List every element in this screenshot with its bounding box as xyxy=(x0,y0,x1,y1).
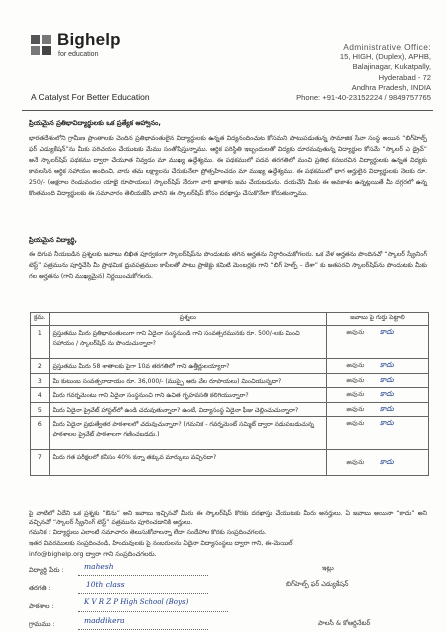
email-note: info@bighelp.org ద్వారా గాని సంప్రదించగలరు. xyxy=(29,550,157,558)
brand-name: Bighelp xyxy=(57,30,121,49)
answer-cell xyxy=(327,373,429,388)
row-question: ప్రస్తుతము మీరు ప్రతిభావంతులుగా గాని ఏదైనా సంస్థనుండి గాని సంవత్సరమునకు రూ. 500/-లకు మించి సహాయం / స్కాలర్‌షిప్ ను పొందుచున్నారా? xyxy=(49,326,326,359)
table-row xyxy=(31,373,429,388)
village-value[interactable]: maddikera xyxy=(84,616,125,625)
table-row xyxy=(31,402,429,417)
tagline: A Catalyst For Better Education xyxy=(31,92,150,102)
row-number: 6 xyxy=(31,417,50,450)
row-number: 2 xyxy=(31,359,50,374)
answer-no-marked[interactable]: కాదు xyxy=(379,360,394,369)
village-line xyxy=(78,629,208,630)
answer-yes-option[interactable]: అవును xyxy=(346,391,364,399)
answer-yes-option[interactable]: అవును xyxy=(346,420,364,428)
row-number: 7 xyxy=(31,450,50,476)
village-label: గ్రామము : xyxy=(29,620,55,628)
class-label: తరగతి : xyxy=(29,584,51,592)
eligibility-note: పై వాటిలో ఏదేని ఒక ప్రశ్నకు “ఔను” అని జవాబు ఇచ్చినచో మీరు ఈ స్కాలర్‌షిప్ కొరకు దరఖాస్తు చేయుటకు మీరు అనర్హులు. ఏ జవాబు అయినా “కాదు” అని వచ్చినచో “స్కాలర్ స్క్రీనింగ్ టెస్ట్” పత్రమును పూరించడానికి అర్హులు. xyxy=(29,510,427,527)
table-row xyxy=(31,417,429,450)
office-phone: Phone: +91-40-23152224 / 9849757765 xyxy=(296,93,431,103)
school-label: పాఠశాల : xyxy=(29,602,54,610)
row-number: 1 xyxy=(31,326,50,359)
details-note: ఇతర వివరములకు సంప్రదించండి, హిందువులకు పై నంబరులను ఏదైనా విద్యాసంస్థలు ద్వారా గాని, ఈ-మెయిల్ xyxy=(29,540,293,547)
row-question: మీరు గవర్నమెంటు గాని ఏదైనా సంస్థనుంచి గాని ఉచిత గృహవసతి కలిగియున్నారా? xyxy=(49,388,326,403)
student-salutation: ప్రియమైన విద్యార్థి, xyxy=(29,236,78,244)
answer-no-marked[interactable]: కాదు xyxy=(379,457,394,467)
student-name-label: విద్యార్థి పేరు : xyxy=(29,566,64,574)
table-header-row xyxy=(31,313,429,326)
brand-subtitle: for education xyxy=(58,51,99,58)
row-question: మీరు గత పరీక్షలలో కనీసం 40% కన్నా తక్కువ మార్కులు వచ్చినదా? xyxy=(49,450,326,476)
answer-cell xyxy=(327,402,429,417)
row-question: మీ కుటుంబ సంవత్సరాదాయం రూ. 36,000/- (ముప్పై ఆరు వేల రూపాయలు) మించియున్నదా? xyxy=(49,373,326,388)
answer-yes-option[interactable]: అవును xyxy=(346,376,364,384)
table-row xyxy=(31,388,429,403)
answer-no-marked[interactable]: కాదు xyxy=(379,327,394,336)
row-number: 3 xyxy=(31,373,50,388)
answer-yes-option[interactable]: అవును xyxy=(346,362,364,369)
column-header-answer: జవాబు పై గుర్తు పెట్టాలి xyxy=(327,313,429,326)
instructions-paragraph: ఈ దిగువ నీయబడిన ప్రశ్నలకు జవాబు లిఖిత పూర్వకంగా స్కాలర్‌షిప్‌ను పొందుటకు తగిన అర్హతను నిర్ధారించుకోగలరు. ఒక వేళ అర్హతను పొందినచో “స్కాలర్ స్క్రీనింగ్ టెస్ట్” పత్రమును పూర్తిచేసి మీ ప్రాథమిక ధ్రువపత్రముల కాపీలతో పాటు ప్రాజెక్టు కమిటి మెంబర్లకు గాని “బిగ్ హెల్ప్ – దేశా” కు జతపరచి స్కాలర్‌షిప్‌ను పొందుటకు మీకు గల అర్హతను (గాని ముఖ్యమైన) నిర్ణయించుకోగలరు. xyxy=(29,251,427,280)
column-header-number: క్రమ. xyxy=(31,313,50,326)
row-number: 4 xyxy=(31,388,50,403)
row-question: మీరు ఏదైనా ప్రభుత్వేతర పాఠశాలలో చదువుచున్నారా? (గమనిక - గవర్నమెంట్ సమ్మిట్ ద్వారా నడుపబడుచున్న పాఠశాలల ప్రైవేట్ పాఠశాలగా గణించబడదు.) xyxy=(49,417,326,450)
answer-yes-option[interactable]: అవును xyxy=(346,459,364,467)
sign-off: ఇట్లు xyxy=(322,564,334,572)
answer-cell xyxy=(327,359,429,374)
answer-no-marked[interactable]: కాదు xyxy=(379,374,394,384)
class-line xyxy=(78,593,208,594)
office-line: Andhra Pradesh, INDIA xyxy=(351,82,431,92)
office-line: Hyderabad - 72 xyxy=(378,72,431,82)
row-number: 5 xyxy=(31,402,50,417)
student-name-line xyxy=(78,575,208,576)
table-row xyxy=(31,359,429,374)
table-row xyxy=(31,326,429,359)
office-title: Administrative Office: xyxy=(343,42,431,52)
column-header-question: ప్రశ్నలు xyxy=(49,313,326,326)
header-divider xyxy=(22,110,433,111)
contact-note: గమనిక : విద్యార్థులు ఎలాంటి సమాచారం తెలుసుకోవాలన్నా లేదా సందేహాల కొరకు సంప్రదించగలరు. xyxy=(29,529,267,536)
answer-no-marked[interactable]: కాదు xyxy=(379,403,394,413)
school-line xyxy=(78,611,228,612)
answer-no-marked[interactable]: కాదు xyxy=(379,418,394,428)
bighelp-logo-icon xyxy=(30,34,52,56)
office-address xyxy=(296,42,431,103)
row-question: మీరు ఏదైనా ప్రైవేట్ హాస్టల్‌లో ఉండి చదువుతున్నారా? ఉంటే, విద్యాసంస్థ ఏదైనా ఫీజు చెల్లించుచున్నారా? xyxy=(49,402,326,417)
salutation: ప్రియమైన ప్రతిభావిద్యార్థులకు ఒక ప్రత్యేక ఆహ్వానం, xyxy=(29,119,161,127)
answer-cell xyxy=(327,388,429,403)
office-line: 15, HIGH, (Duplex), APHB, xyxy=(339,52,431,62)
intro-paragraph: భారతదేశంలోని గ్రామీణ ప్రాంతాలకు చెందిన ప్రతిభావంతులైన విద్యార్థులకు ఉన్నత విద్యనందించుట కోసమని పాటుపడుతున్న సామాజిక సేవా సంస్థ అయిన “బిగ్‌హెల్ప్ ఫర్ ఎడ్యుకేషన్”ను మీకు పరిచయం చేయుటకు మేము సంతోషిస్తున్నాము. ఆర్థిక పరిస్థితి ఇబ్బందులతో విద్యకు దూరమవుతున్న విద్యార్థుల కోసమే “స్కాలర్ ఎ డ్రైవ్” అనే స్కాలర్‌షిప్ పథకము ద్వారా చేయూత నివ్వడం మా ముఖ్య ఉద్దేశ్యము. ఈ పథకములో పదవ తరగతిలో మంచి ప్రతిభ కనబరచిన విద్యార్థులకు ఉన్నత విద్యకు కావలసిన ఆర్థిక సహాయం అందించి, వారు తమ లక్ష్యాలను చేరుకునేలా ప్రోత్సహించడం మా ముఖ్య ఉద్దేశ్యము. ఈ పథకములో భాగ అర్హులైన విద్యార్థులకు నెలకు రూ. 250/- (అక్షరాల రెండువందల యాభై రూపాయలు) స్కాలర్‌షిప్ నేరుగా వారి ఖాతాకు జమ చేయబడును. దయచేసి మీకు ఈ అవకాశం ఉన్నట్లయితే మీ దగ్గరలో ఉన్న కొంతమంది విద్యార్థులకు ఈ సమాచారం తెలియజేసి వారిని ఈ స్కాలర్‌షిప్ కోసం దరఖాస్తు చేసుకొనేలా కోరుతున్నాము. xyxy=(29,135,427,197)
student-name-value[interactable]: mahesh xyxy=(84,562,114,571)
answer-cell xyxy=(327,450,429,476)
sign-organization: బిగ్‌హెల్ప్ ఫర్ ఎడ్యుకేషన్ xyxy=(286,580,349,588)
class-value[interactable]: 10th class xyxy=(86,580,125,589)
answer-cell xyxy=(327,326,429,359)
answer-cell xyxy=(327,417,429,450)
answer-no-marked[interactable]: కాదు xyxy=(379,389,394,399)
school-value[interactable]: K V R Z P High School (Boys) xyxy=(84,598,189,606)
eligibility-table xyxy=(30,312,429,476)
table-row xyxy=(31,450,429,476)
answer-yes-option[interactable]: అవును xyxy=(346,329,364,336)
office-line: Balajinagar, Kukatpally, xyxy=(352,62,431,72)
row-question: ప్రస్తుతము మీరు 58 శాతాలకు పైగా 10వ తరగతిలో గాని ఉత్తీర్ణులయ్యారా? xyxy=(49,359,326,374)
answer-yes-option[interactable]: అవును xyxy=(346,405,364,413)
sign-designation: పాలసీ & కోఆర్డినేటర్ xyxy=(318,619,371,627)
